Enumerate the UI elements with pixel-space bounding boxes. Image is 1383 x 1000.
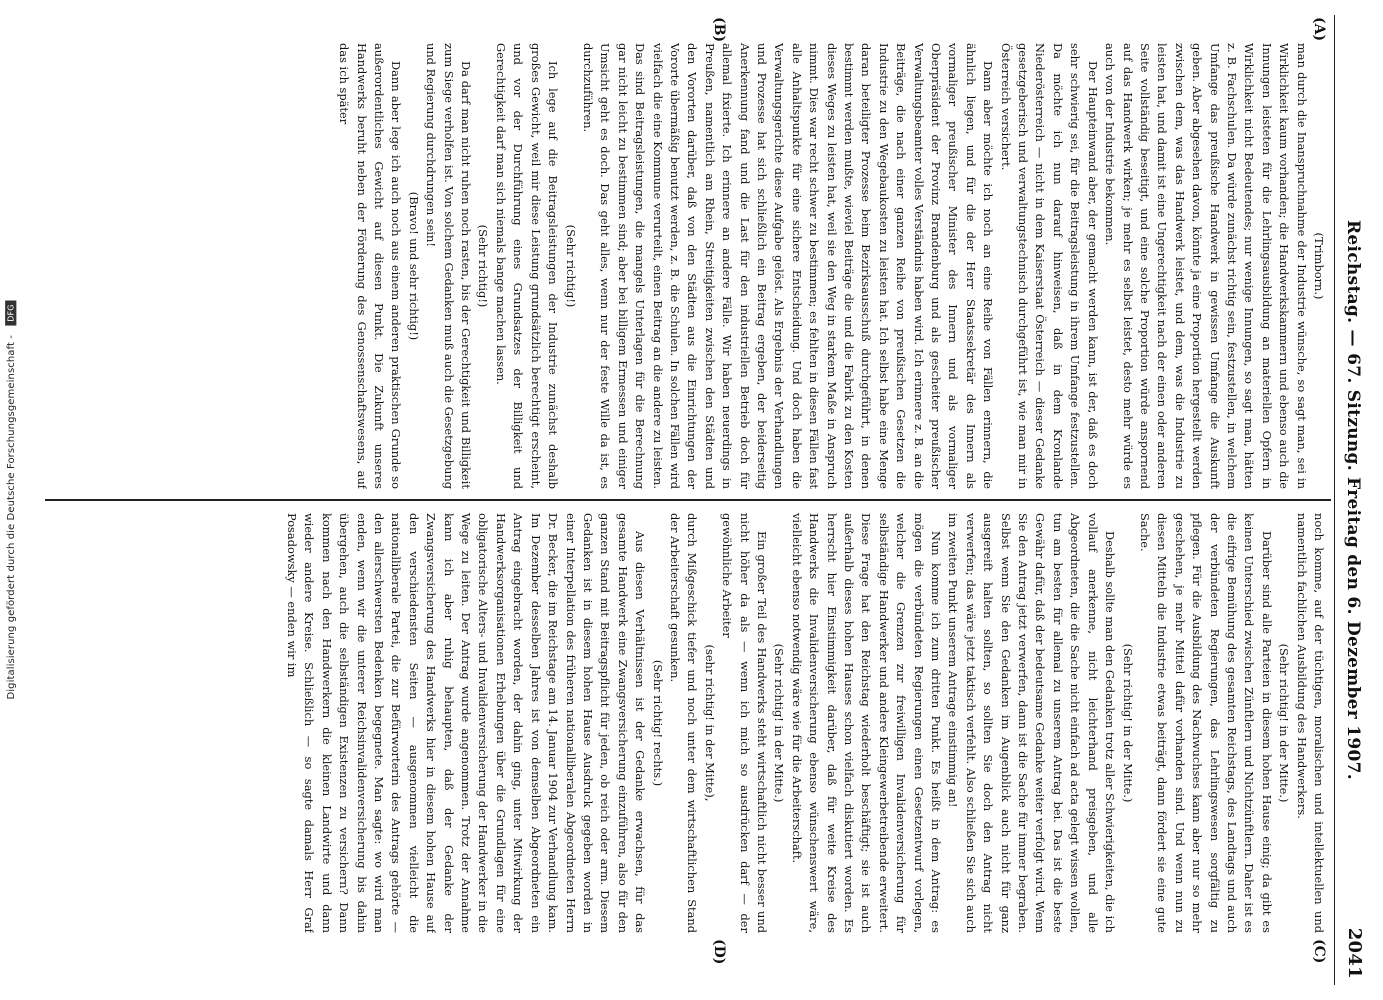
- dfg-logo: DFG: [5, 300, 16, 325]
- paragraph: man durch die Inanspruchnahme der Industrie wünsche, so sagt man, sei in Wirklichkeit kaum vorhanden; die Handwerkskammern und ebenso auch die Innungen leisteten für die Lehrlingsausbildung an materiellen Opfern in Wirklichkeit nicht Bedeutendes; nur wenige Innungen, so sagt man, hätten z. B. Fachschulen. Da würde zunächst richtig sein, festzustellen, in welchem Umfange das preußische Handwerk in gewissen Umfange die Auskunft geben. Aber abgesehen davon, könnte ja eine Proportion hergestellt werden zwischen dem, was das Handwerk leistet, und dem, was die Industrie zu leisten hat, und damit ist eine Ungerechtigkeit nach der einen oder anderen Seite vollständig beseitigt, und eine solche Proportion würde anspornend auf das Handwerk wirken; je mehr es selbst leistet, desto mehr würde es auch von der Industrie bekommen.: [1103, 43, 1309, 489]
- interjection: (Sehr richtig!): [476, 224, 491, 308]
- interjection: (sehr richtig! in der Mitte),: [702, 644, 717, 802]
- interjection: (Sehr richtig! in der Mitte.): [1277, 643, 1292, 803]
- paragraph: Deshalb sollte man den Gedanken trotz aller Schwierigkeiten, die ich vollauf anerkenne, nicht leichterhand preisgeben, und alle Abgeordneten, die die Sache nicht einfach ad acta gelegt wissen wollen, tun am besten für allemal zu unserem Antrag bei. Das ist die beste Gewähr dafür, daß der bedeutsame Gedanke weiter verfolgt wird. Wenn Sie den Antrag jetzt verwerfen, dann ist die Sache für immer begraben. Selbst wenn Sie den Gedanken im Augenblick auch nicht für ganz ausgereift halten sollten, so sollten Sie doch den Antrag nicht verwerfen; das wäre jetzt taktisch verfehlt. Also schließen Sie sich auch im zweiten Punkt unserem Antrage einstimmig an!: [946, 513, 1118, 933]
- interjection: (Sehr richtig! rechts.): [650, 659, 665, 787]
- paragraph: Ich lege auf die Beitragsleistungen der Industrie zunächst deshalb großes Gewicht, weil mir diese Leistung grundsätzlich berechtigt erscheint, und vor der Durchführung eines Grundsatzes der Billigkeit und Gerechtigkeit darf man sich niemals bange machen lassen.: [493, 43, 561, 489]
- margin-marker-a: (A): [1311, 17, 1327, 42]
- paragraph: Darüber sind alle Parteien in diesem hohen Hause einig; da gibt es keinen Unterschied zwischen Zünftlern und Nichtzünftlern. Daher ist es die eifrige Bemühung des gesamten Reichstags, des Landtags und auch der verbündeten Regierungen, das Lehrlingswesen sorgfältig zu pflegen. Für die Ausbildung des Nachwuchses kann aber nur so mehr geschehen, je mehr Mittel dafür vorhanden sind. Und wenn nun zu diesen Mitteln die Industrie etwas beiträgt, dann fördert sie eine gute Sache.: [1137, 513, 1274, 933]
- speaker-name: (Trimborn.): [1312, 232, 1326, 300]
- page-number: 2041: [1344, 927, 1365, 979]
- paragraph: Der Haupteinwand aber, der gemacht werden kann, ist der, daß es doch sehr schwierig sei, für die Beitragsleistung in ihrem Umfange festzustellen. Da möchte ich nun darauf hinweisen, daß in dem Kronlande Niederösterreich — nicht in dem Kaiserstaat Österreich — dieser Gedanke gesetzgeberisch und verwaltungstechnisch durchgeführt ist, wie man mir in Österreich versichert.: [998, 43, 1100, 489]
- right-column: [43, 513, 1327, 933]
- margin-marker-d: (D): [711, 939, 727, 965]
- paragraph: Aus diesen Verhältnissen ist der Gedanke erwachsen, für das gesamte Handwerk eine Zwangsversicherung einzuführen, also für den ganzen Stand mit Beitragspflicht für jeden, ob reich oder arm. Diesem Gedanken ist in diesem hohen Hause Ausdruck gegeben worden in einer Interpellation des früheren nationalliberalen Abgeordneten Herrn Dr. Becker, die im Reichstage am 14. Januar 1904 zur Verhandlung kam. Im Dezember desselben Jahres ist von demselben Abgeordneten ein Antrag eingebracht worden, der dahin ging, unter Mitwirkung der Handwerksorganisationen Erhebungen über die Grundlagen für eine obligatorische Alters- und Invalidenversicherung der Handwerker in die Wege zu leiten. Der Antrag wurde angenommen. Trotz der Annahme kann ich aber ruhig behaupten, daß der Gedanke der Zwangsversicherung des Handwerks hier in diesem hohen Hause auf den verschiedensten Seiten — ausgenommen vielleicht die nationalliberale Partei, die zur Befürworterin des Antrags gehörte — den allerschwersten Bedenken begegnete. Man sagte: wo wird man enden, wenn wir die unterer Reichsinvalidenversicherung bis dahin übergehen, auch die selbständigen Existenzen zu versichern? Dann kommen nach den Handwerkern die kleinen Landwirte und dann wieder andere Kreise. Schließlich — so sagte damals Herr Graf Posadowsky — enden wir im: [285, 513, 648, 933]
- paragraph: noch komme, auf der tüchtigen, moralischen und intellektuellen und namentlich fachlichen Ausbildung des Handwerkers.: [1294, 513, 1326, 933]
- paragraph: Ein großer Teil des Handwerks steht wirtschaftlich nicht besser und nicht höher da als — wenn ich mich so ausdrücken darf — der gewöhnliche Arbeiter: [720, 513, 769, 933]
- left-column: [43, 43, 1327, 489]
- interjection: (Sehr richtig! in der Mitte.): [1120, 643, 1135, 803]
- interjection: (Sehr richtig! in der Mitte.): [772, 643, 787, 803]
- page-title: Reichstag. — 67. Sitzung. Freitag den 6. Dezember 1907.: [1343, 219, 1363, 781]
- column-divider: [45, 499, 1331, 501]
- margin-marker-c: (C): [1311, 939, 1327, 964]
- interjection: (Sehr richtig!): [563, 224, 578, 308]
- paragraph: Nun komme ich zum dritten Punkt. Es heißt in dem Antrag: es mögen die verbündeten Regierungen einen Gesetzentwurf vorlegen, welcher die Grenzen zur freiwilligen Invalidenversicherung für selbständige Handwerker und andere Kleingewerbetreibende erweitert. Diese Frage hat den Reichstag wiederholt beschäftigt; sie ist auch außerhalb dieses hohen Hauses schon vielfach diskutiert worden. Es herrscht hier Einstimmigkeit darüber, daß für weite Kreise des Handwerks die Invalidenversicherung ebenso wünschenswert wäre, vielleicht ebenso notwendig wäre wie für die Arbeiterschaft.: [789, 513, 944, 933]
- header-rule: [1334, 15, 1335, 985]
- scanned-page: [32, 0, 1372, 1000]
- paragraph: durch Mißgeschick tiefer und noch unter dem wirtschaftlichen Stand der Arbeiterschaft gesunken.: [667, 513, 700, 933]
- credit-text: Digitalisierung gefördert durch die Deutsche Forschungsgemeinschaft -: [5, 331, 17, 700]
- paragraph: Dann aber lege ich auch noch aus einem anderen praktischen Grunde so außerordentliches Gewicht auf diesen Punkt. Die Zukunft unseres Handwerks beruht neben der Förderung des Genossenschaftswesens, auf das ich später: [337, 43, 404, 489]
- paragraph: Dann aber möchte ich noch an eine Reihe von Fällen erinnern, die ähnlich liegen, und für die der Herr Staatssekretär des Innern als vormaliger preußischer Minister des Innern und als vormaliger Oberpräsident der Provinz Brandenburg und als gescheiter preußischer Verwaltungsbeamter volles Verständnis haben wird. Ich erinnere z. B. an die Beiträge, die nach einer ganzen Reihe von preußischen Gesetzen die Industrie zu den Wegebaukosten zu leisten hat. Ich selbst habe eine Menge daran beteiligter Prozesse beim Bezirksausschuß durchgeführt, in denen bestimmt werden mußte, wieviel Beiträge die und die Fabrik zu den Kosten dieses Weges zu leisten hat, weil sie den Weg in starkem Maße in Anspruch nimmt. Dies war recht schwer zu bestimmen; es fehlten in diesen Fällen fast alle Anhaltspunkte für eine sichere Entscheidung. Und doch haben die Verwaltungsgerichte diese Aufgabe gelöst. Als Ergebnis der Verhandlungen und Prozesse hat sich schließlich ein Beitrag ergeben, der beiderseitig Anerkennung fand und die Last für den industriellen Betrieb doch für allemal fixierte. Ich erinnere an andere Fälle. Wir haben neuerdings in Preußen, namentlich am Rhein, Streitigkeiten zwischen den Städten und den Vororten darüber, daß von den Städten aus die Einrichtungen der Vororte übermäßig benutzt werden, z. B. die Schulen. In solchen Fällen wird vielfach die eine Kommune verurteilt, einen Beitrag an die andere zu leisten. Das sind Beitragsleistungen, die mangels Unterlagen für die Berechnung gar nicht leicht zu bestimmen sind; aber bei billigem Ermessen und einiger Umsicht geht es doch. Das geht alles, wenn nur der feste Wille da ist, es durchzuführen.: [580, 43, 996, 489]
- paragraph: Da darf man nicht ruhen noch rasten, bis der Gerechtigkeit und Billigkeit zum Siege verholfen ist. Von solchem Gedanken muß auch die Gesetzgebung und Regierung durchdrungen sein!: [424, 43, 474, 489]
- rotated-page-content: [37, 15, 1367, 985]
- digitization-credit: [0, 0, 22, 1000]
- page-header: [1337, 15, 1367, 985]
- margin-marker-b: (B): [711, 17, 727, 43]
- interjection: (Bravo! und sehr richtig!): [406, 191, 421, 341]
